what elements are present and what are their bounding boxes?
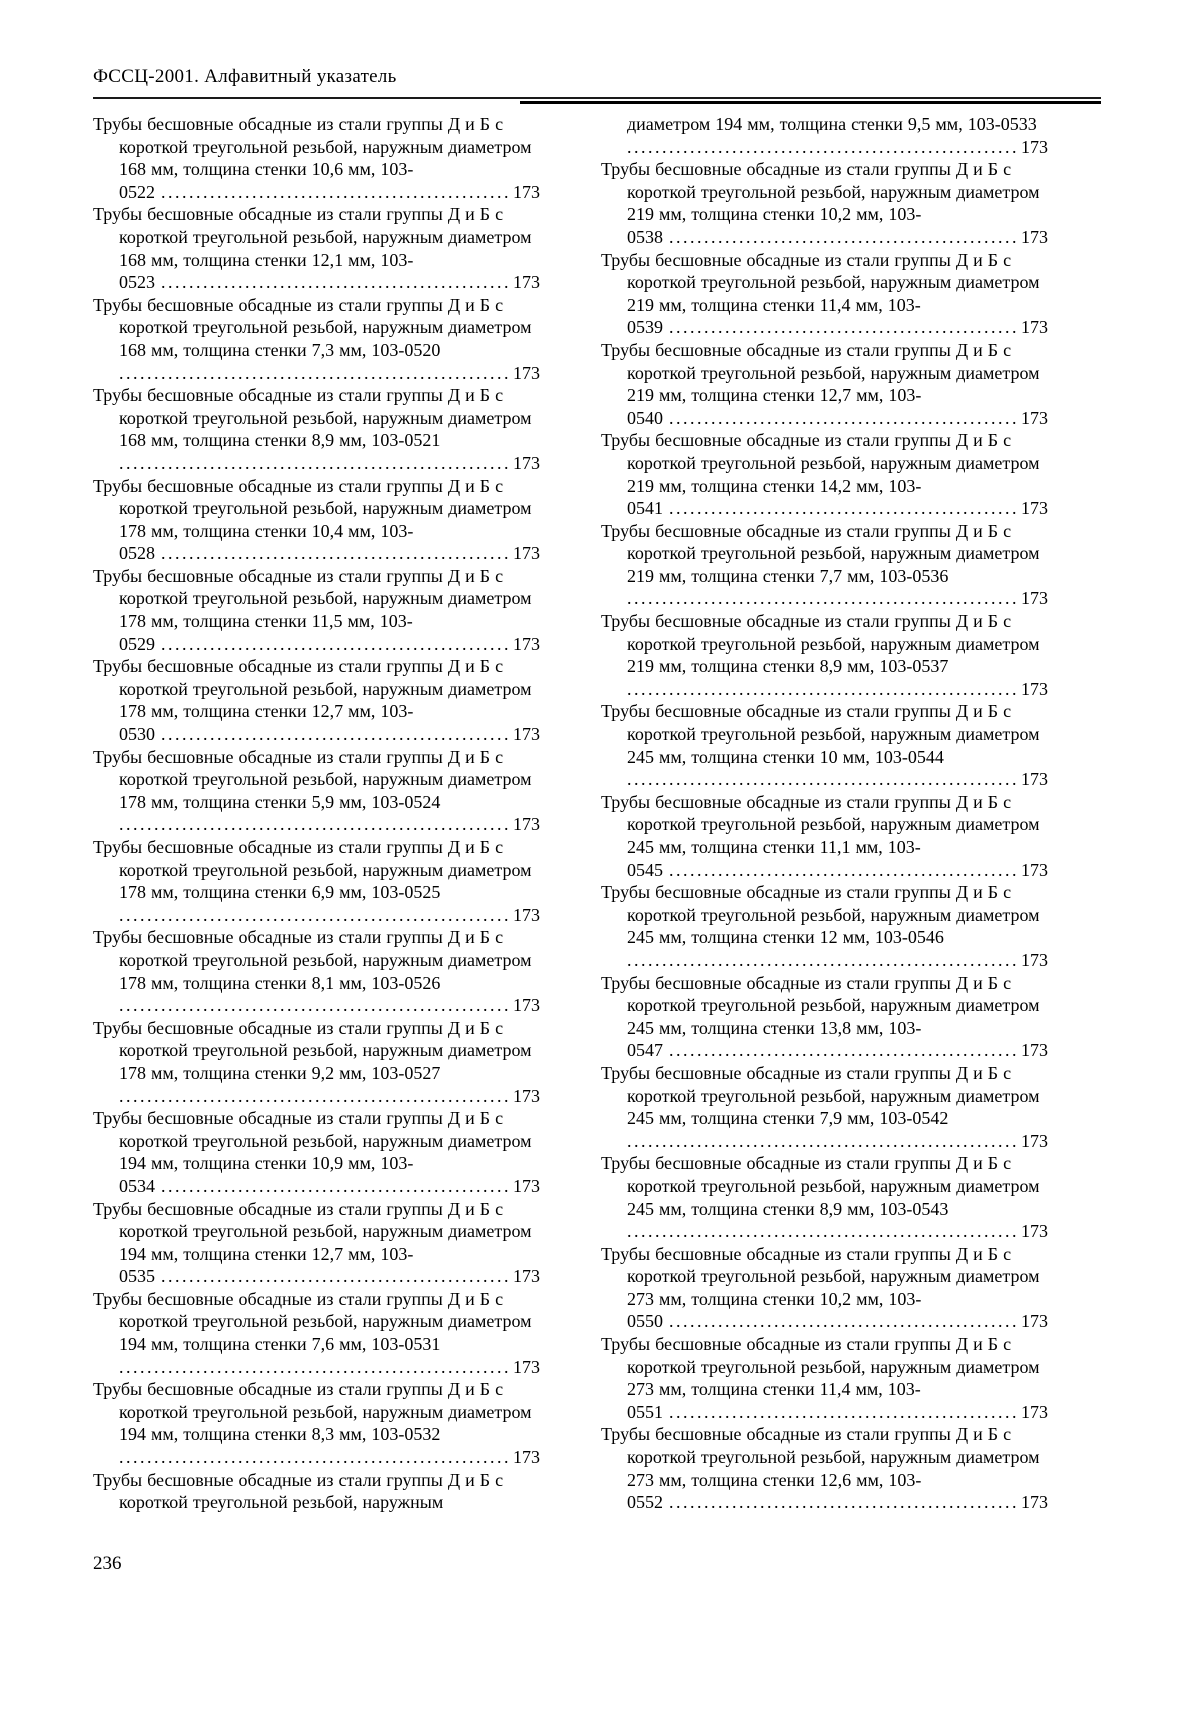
header-rule [93,97,1101,99]
entry-page-ref: 173 [1021,136,1048,157]
entry-page-ref: 173 [513,724,540,745]
entry-code-tail: 0551 [627,1401,663,1422]
entry-text: Трубы бесшовные обсадные из стали группы Д и Б с короткой треугольной резьбой, наружным диаметром 168 мм, толщина стенки 10,6 мм, 103- [93,114,532,180]
entry-code-tail: 0541 [627,498,663,519]
entry-text: Трубы бесшовные обсадные из стали группы Д и Б с короткой треугольной резьбой, наружным диаметром 168 мм, толщина стенки 7,3 мм, 103-0520 [93,294,532,360]
index-entry [601,1152,1048,1242]
entry-leader [93,813,540,836]
entry-page-ref: 173 [1021,1040,1048,1061]
entry-text: Трубы бесшовные обсадные из стали группы Д и Б с короткой треугольной резьбой, наружным диаметром 178 мм, толщина стенки 8,1 мм, 103-0526 [93,927,532,993]
entry-page-ref: 173 [1021,226,1048,247]
index-entry [93,565,540,655]
entry-leader [601,1401,1048,1424]
entry-code-tail: 0539 [627,317,663,338]
entry-leader [601,136,1048,159]
index-entry [93,1288,540,1378]
entry-leader [601,678,1048,701]
index-columns [93,113,1103,1514]
index-entry [93,1017,540,1107]
dot-leader [669,1401,1016,1424]
index-entry [601,610,1048,700]
entry-leader [601,1220,1048,1243]
dot-leader [669,1039,1016,1062]
entry-page-ref: 173 [1021,1221,1048,1242]
entry-page-ref: 173 [1021,588,1048,609]
entry-code-tail: 0523 [119,272,155,293]
entry-leader [93,1446,540,1469]
dot-leader [161,723,508,746]
entry-text: Трубы бесшовные обсадные из стали группы Д и Б с короткой треугольной резьбой, наружным диаметром 245 мм, толщина стенки 11,1 мм, 103- [601,791,1040,857]
dot-leader [161,1265,508,1288]
entry-leader [601,497,1048,520]
page-header [93,66,1101,88]
entry-code-tail: 0538 [627,226,663,247]
entry-leader [601,587,1048,610]
entry-leader [601,226,1048,249]
index-entry [93,746,540,836]
dot-leader [627,1130,1016,1153]
entry-leader [93,1175,540,1198]
index-entry [601,520,1048,610]
entry-text: Трубы бесшовные обсадные из стали группы Д и Б с короткой треугольной резьбой, наружным диаметром 178 мм, толщина стенки 12,7 мм, 103- [93,656,532,722]
entry-page-ref: 173 [513,633,540,654]
dot-leader [627,768,1016,791]
entry-page-ref: 173 [1021,1401,1048,1422]
entry-page-ref: 173 [513,452,540,473]
entry-text: Трубы бесшовные обсадные из стали группы Д и Б с короткой треугольной резьбой, наружным диаметром 245 мм, толщина стенки 10 мм, 103-0544 [601,701,1040,767]
entry-text: Трубы бесшовные обсадные из стали группы Д и Б с короткой треугольной резьбой, наружным диаметром 194 мм, толщина стенки 8,3 мм, 103-0532 [93,1379,532,1445]
entry-text: Трубы бесшовные обсадные из стали группы Д и Б с короткой треугольной резьбой, наружным диаметром 194 мм, толщина стенки 7,6 мм, 103-0531 [93,1288,532,1355]
entry-leader [601,859,1048,882]
entry-leader [601,1491,1048,1514]
page-number: 236 [93,1553,122,1574]
entry-leader [93,362,540,385]
entry-page-ref: 173 [513,814,540,835]
entry-code-tail: 0522 [119,181,155,202]
entry-page-ref: 173 [513,362,540,383]
entry-leader [601,1130,1048,1153]
dot-leader [119,452,508,475]
entry-text: Трубы бесшовные обсадные из стали группы Д и Б с короткой треугольной резьбой, наружным диаметром 194 мм, толщина стенки 12,7 мм, 103- [93,1198,532,1264]
entry-leader [93,271,540,294]
index-entry [601,1423,1048,1513]
index-column-right [601,113,1048,1514]
index-entry [601,700,1048,790]
dot-leader [669,226,1016,249]
entry-leader [93,1265,540,1288]
entry-page-ref: 173 [513,1266,540,1287]
dot-leader [669,1310,1016,1333]
dot-leader [669,859,1016,882]
entry-page-ref: 173 [1021,407,1048,428]
index-entry [93,655,540,745]
dot-leader [669,407,1016,430]
entry-text: Трубы бесшовные обсадные из стали группы Д и Б с короткой треугольной резьбой, наружным диаметром 245 мм, толщина стенки 7,9 мм, 103-0542 [601,1062,1040,1129]
entry-code-tail: 0535 [119,1266,155,1287]
entry-page-ref: 173 [513,181,540,202]
entry-page-ref: 173 [1021,317,1048,338]
index-entry [601,1333,1048,1423]
entry-page-ref: 173 [513,1175,540,1196]
entry-leader [93,633,540,656]
index-entry [93,113,540,203]
entry-code-tail: 0529 [119,633,155,654]
page-title: ФССЦ-2001. Алфавитный указатель [93,66,397,87]
entry-page-ref: 173 [1021,859,1048,880]
entry-page-ref: 173 [513,995,540,1016]
index-entry [93,203,540,293]
index-entry [601,791,1048,881]
entry-code-tail: 0547 [627,1040,663,1061]
entry-page-ref: 173 [513,1356,540,1377]
entry-code-tail: 0540 [627,407,663,428]
entry-text: Трубы бесшовные обсадные из стали группы Д и Б с короткой треугольной резьбой, наружным диаметром 219 мм, толщина стенки 8,9 мм, 103-0537 [601,611,1040,677]
index-entry [601,972,1048,1062]
entry-leader [601,949,1048,972]
entry-code-tail: 0545 [627,859,663,880]
entry-page-ref: 173 [513,1085,540,1106]
entry-text: Трубы бесшовные обсадные из стали группы Д и Б с короткой треугольной резьбой, наружным диаметром 219 мм, толщина стенки 10,2 мм, 103- [601,159,1040,225]
entry-leader [93,1356,540,1379]
entry-text: диаметром 194 мм, толщина стенки 9,5 мм, 103-0533 [627,114,1037,134]
dot-leader [119,1446,508,1469]
index-entry [601,158,1048,248]
dot-leader [627,587,1016,610]
entry-leader [93,181,540,204]
entry-page-ref: 173 [513,904,540,925]
index-entry [601,429,1048,519]
entry-text: Трубы бесшовные обсадные из стали группы Д и Б с короткой треугольной резьбой, наружным диаметром 273 мм, толщина стенки 12,6 мм, 103- [601,1424,1040,1490]
entry-text: Трубы бесшовные обсадные из стали группы Д и Б с короткой треугольной резьбой, наружным диаметром 245 мм, толщина стенки 12 мм, 103-0546 [601,882,1040,948]
dot-leader [627,1220,1016,1243]
entry-page-ref: 173 [1021,1130,1048,1151]
entry-text: Трубы бесшовные обсадные из стали группы Д и Б с короткой треугольной резьбой, наружным диаметром 178 мм, толщина стенки 6,9 мм, 103-0525 [93,837,532,903]
entry-leader [601,407,1048,430]
entry-page-ref: 173 [1021,949,1048,970]
entry-leader [601,768,1048,791]
entry-text: Трубы бесшовные обсадные из стали группы Д и Б с короткой треугольной резьбой, наружным диаметром 273 мм, толщина стенки 11,4 мм, 103- [601,1334,1040,1400]
entry-text: Трубы бесшовные обсадные из стали группы Д и Б с короткой треугольной резьбой, наружным диаметром 178 мм, толщина стенки 5,9 мм, 103-0524 [93,746,532,812]
entry-text: Трубы бесшовные обсадные из стали группы Д и Б с короткой треугольной резьбой, наружным [93,1469,504,1513]
entry-text: Трубы бесшовные обсадные из стали группы Д и Б с короткой треугольной резьбой, наружным диаметром 273 мм, толщина стенки 10,2 мм, 103- [601,1243,1040,1309]
entry-leader [93,904,540,927]
entry-leader [93,723,540,746]
dot-leader [627,136,1016,159]
entry-text: Трубы бесшовные обсадные из стали группы Д и Б с короткой треугольной резьбой, наружным диаметром 178 мм, толщина стенки 9,2 мм, 103-0527 [93,1017,532,1083]
entry-page-ref: 173 [1021,678,1048,699]
entry-code-tail: 0528 [119,543,155,564]
entry-leader [93,452,540,475]
index-entry [93,1198,540,1288]
entry-text: Трубы бесшовные обсадные из стали группы Д и Б с короткой треугольной резьбой, наружным диаметром 219 мм, толщина стенки 14,2 мм, 103- [601,430,1040,496]
index-entry [93,1469,540,1514]
entry-text: Трубы бесшовные обсадные из стали группы Д и Б с короткой треугольной резьбой, наружным диаметром 168 мм, толщина стенки 12,1 мм, 103- [93,204,532,270]
entry-text: Трубы бесшовные обсадные из стали группы Д и Б с короткой треугольной резьбой, наружным диаметром 194 мм, толщина стенки 10,9 мм, 103- [93,1108,532,1174]
dot-leader [119,994,508,1017]
index-entry [93,926,540,1016]
entry-text: Трубы бесшовные обсадные из стали группы Д и Б с короткой треугольной резьбой, наружным диаметром 178 мм, толщина стенки 10,4 мм, 103- [93,475,532,541]
entry-text: Трубы бесшовные обсадные из стали группы Д и Б с короткой треугольной резьбой, наружным диаметром 219 мм, толщина стенки 7,7 мм, 103-0536 [601,520,1040,586]
entry-page-ref: 173 [1021,769,1048,790]
dot-leader [669,1491,1016,1514]
entry-code-tail: 0530 [119,724,155,745]
entry-page-ref: 173 [1021,1311,1048,1332]
index-column-left [93,113,540,1514]
dot-leader [627,678,1016,701]
entry-page-ref: 173 [513,272,540,293]
index-entry [93,384,540,474]
entry-leader [601,316,1048,339]
dot-leader [161,1175,508,1198]
dot-leader [161,542,508,565]
index-entry [93,294,540,384]
dot-leader [119,362,508,385]
entry-code-tail: 0552 [627,1492,663,1513]
entry-page-ref: 173 [513,1447,540,1468]
entry-text: Трубы бесшовные обсадные из стали группы Д и Б с короткой треугольной резьбой, наружным диаметром 219 мм, толщина стенки 12,7 мм, 103- [601,339,1040,406]
dot-leader [627,949,1016,972]
dot-leader [669,497,1016,520]
entry-text: Трубы бесшовные обсадные из стали группы Д и Б с короткой треугольной резьбой, наружным диаметром 245 мм, толщина стенки 8,9 мм, 103-0543 [601,1153,1040,1219]
dot-leader [161,271,508,294]
index-entry [93,1378,540,1468]
dot-leader [161,181,508,204]
entry-leader [93,994,540,1017]
entry-leader [601,1039,1048,1062]
dot-leader [119,813,508,836]
entry-leader [93,542,540,565]
entry-code-tail: 0550 [627,1311,663,1332]
entry-leader [601,1310,1048,1333]
entry-code-tail: 0534 [119,1175,155,1196]
dot-leader [119,904,508,927]
entry-text: Трубы бесшовные обсадные из стали группы Д и Б с короткой треугольной резьбой, наружным диаметром 219 мм, толщина стенки 11,4 мм, 103- [601,249,1040,315]
entry-page-ref: 173 [513,543,540,564]
header-rule-secondary [520,101,1101,104]
entry-page-ref: 173 [1021,1492,1048,1513]
index-entry [601,339,1048,429]
dot-leader [119,1356,508,1379]
entry-page-ref: 173 [1021,498,1048,519]
index-entry [601,113,1048,158]
dot-leader [669,316,1016,339]
entry-text: Трубы бесшовные обсадные из стали группы Д и Б с короткой треугольной резьбой, наружным диаметром 178 мм, толщина стенки 11,5 мм, 103- [93,565,532,632]
index-entry [93,1107,540,1197]
index-entry [601,1062,1048,1152]
entry-text: Трубы бесшовные обсадные из стали группы Д и Б с короткой треугольной резьбой, наружным диаметром 245 мм, толщина стенки 13,8 мм, 103- [601,972,1040,1038]
dot-leader [119,1085,508,1108]
index-entry [93,836,540,926]
index-entry [601,881,1048,971]
entry-text: Трубы бесшовные обсадные из стали группы Д и Б с короткой треугольной резьбой, наружным диаметром 168 мм, толщина стенки 8,9 мм, 103-0521 [93,385,532,451]
index-entry [93,475,540,565]
dot-leader [161,633,508,656]
index-entry [601,249,1048,339]
entry-leader [93,1085,540,1108]
index-entry [601,1243,1048,1333]
